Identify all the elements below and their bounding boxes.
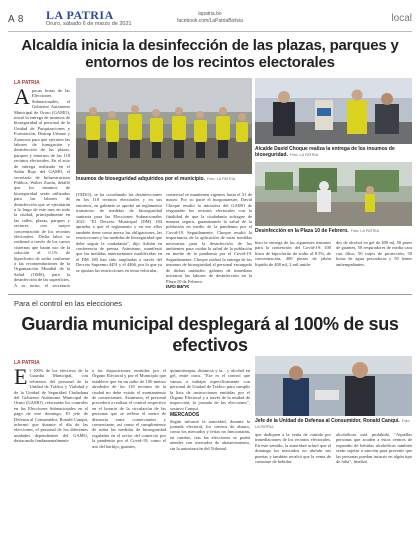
photo-alcalde: [255, 78, 412, 144]
story1-dropcap: A: [14, 88, 30, 109]
story1-column-4: hizo la entrega de los siguientes insumos para la contención del Covid-19: 100 litros de hipoclorito de sodio al 8.5%, de concentración, 400 piezas de jabón líquido de 400 ml, 2 mil unida-: [255, 240, 331, 267]
story2-subhead-mercados: MERCADOS: [170, 412, 200, 419]
page-header: [8, 6, 412, 32]
story2-headline: Guardia municipal desplegará al 100% de sus efectivos: [21, 314, 399, 355]
photo-canqui-image: [255, 356, 412, 416]
website-link[interactable]: lapatria.bo: [198, 11, 222, 17]
story1-headline: Alcaldía inicia la desinfección de las plazas, parques y entornos de los recintos electorales: [21, 37, 399, 72]
story2-column-2: a las disposiciones emitidas por el Órgano Electoral y por el Municipio que establece que en un radio de 100 metros alrededor de los 118 recintos de la ciudad no debe existir el asentamiento de comerciantes. Asimismo, el personal procederá a realizar el control respectivo en el horario de la circulación de las personas que se reflexe el metro de distancia entre comerciantes y comerciante, así como el cumplimiento de todas las medidas de bioseguridad reguladas en el sector del comercio por la pandemia por el Covid-19, como el uso del barbijo, guantes,: [92, 368, 166, 449]
photo-canqui-caption: Jefe de la Unidad de Defensa al Consumidor, Ronald Canqui. Foto: LA PATRIA: [255, 418, 411, 429]
section-label: local: [391, 13, 412, 24]
photo-alcalde-caption: Alcalde David Choque realiza la entrega de los insumos de bioseguridad. Foto: LA PATRIA: [255, 146, 395, 158]
dateline: Oruro, sábado 6 de marzo de 2021: [46, 21, 132, 27]
photo-insumos-image: [76, 78, 252, 174]
facebook-link[interactable]: facebook.com/LaPatriaBolivia: [177, 18, 243, 24]
photo-plaza: [255, 162, 412, 226]
story2-column-3: quimioterapia, distancia y la... y alcohol en gel, entre otros. "Ese es el control que vamos a trabajar específicamente con personal de Unidad de Tráfico para cumplir la lista de instrucciones emitidas por el Órgano Electoral y a través de la unidad de inspección, la jornada de las elecciones", sostuvo Canqui. MERCADOS Según informó la autoridad, durante la jornada electoral, los centros de abasto, como los mercados y ferias no funcionarán, en cambio, tras las elecciones se podrá atender con mercados de abastecimiento, sin la autorización del Tribunal.: [170, 368, 250, 451]
story2-column-5: alcohólicas está prohibida. "Aquellas personas que acuden a estos centros de expendio de bebidas alcohólicas también serán sujetas a sanción para prevenir que las personas puedan incurrir en algún tipo de falta", finalizó.: [336, 432, 412, 465]
story2-dropcap: E: [14, 368, 28, 389]
story1-column-2: (TEDO), se ha coordinado las desinfecciones en los 118 recintos electorales y en sus entornos, en gabinete se aprobó un reglamento transitorio de medidas de bioseguridad sanitaria para las Elecciones Subnacionales 2021. "El Decreto Municipal (DM) 184 aprueba a que el reglamento y en ese ellos también tiene como anexo las obligaciones, las restricciones y las medidas de bioseguridad que debe seguir la ciudadanía", dijo Adrián en conferencia de prensa. Asimismo, manifestó que las medidas anteriormente establecidas en el DM 180 han sido ampliadas a través del Decreto Supremo 4451 y el 4466, por lo que ya se ajustan las restricciones en tema vehicular,: [76, 192, 162, 273]
photo-alcalde-image: [255, 78, 412, 144]
story2-kicker: Para el control en las elecciones: [14, 299, 122, 308]
story1-column-1: Apocas horas de las Elecciones Subnacionales, el Gobierno Autónomo Municipal de Oruro (GAMO), inició la entrega de insumos de bioseguridad al personal de la Unidad de Parquizaciones y Forestación, Distrap Urbano y Zoonosis para que ejecuten las labores de fumigación y desinfección de las plazas, parques y entornos de los 118 recintos electorales. En el acto de entrega realizado en el Salón Rojo del GAMO, el secretario de Infraestructura Pública, Walter Zurita, detalló que los insumos de bioseguridad serán utilizados para las labores de desinfección que se ejecutarán a lo largo de este mes en todo la ciudad, principalmente en las calles, plazas, parques y sectores con mayor concentración de los recintos electorales. Dicha labor se realizará a través de los carros cisternas que harán uso de la solución al 0.1% de hipoclorito de sodio conforme a las recomendaciones de la Organización Mundial de la Salud (OMS), para la desinfección de las superficies. A su turno, el secretario: [14, 88, 70, 288]
photo-insumos-caption: Insumos de bioseguridad adquiridos por el municipio. Foto: LA PATRIA: [76, 176, 236, 182]
photo-plaza-image: [255, 162, 412, 226]
page-number: A 8: [8, 14, 24, 25]
story2-column-4: que dediquen a la venta de comida por inmediaciones de los recintos electorales. En este sentido, la autoridad aclaró que el domingo los mercados no abrirán sus puertas y también recalcó que la venta de consumo de bebidas: [255, 432, 331, 465]
story1-column-3: comercial se mantienen vigentes hasta el 31 de marzo. Por su parte el burgomaestre, David Choque resaltó la iniciativa del GAMO de resguardar los recintos electorales con la finalidad de que la ciudadanía sufrague de manera segura, garantizando la salud de la población en medio de la pandemia por el Covid-19. Seguidamente, Choque resaltó la importancia de la aplicación de estas medidas necesarias para la desinfección de los ambientes para cuidar la salud de la población en medio de la pandemia por el Covid-19. Seguidamente, Choque realizó la entrega de los insumos de bioseguridad al personal encargado de dichas unidades: galones de inmediato iniciaron las labores de desinfección en la Plaza 10 de Febrero. INSUMOS: [166, 192, 252, 288]
photo-insumos: [76, 78, 252, 174]
social-links: [160, 11, 260, 25]
story-divider: [8, 294, 412, 295]
masthead-logo: LA PATRIA: [46, 8, 114, 22]
story2-byline: LA PATRIA: [14, 360, 40, 366]
story1-column-5: des de alcohol en gel de 400 ml, 50 pares de guantes, 50 respiradores de media cara con filtro, 50 trajes de protección, 50 botas de agua pescadoras y 50 lentes antiempañantes.: [336, 240, 412, 267]
story1-byline: LA PATRIA: [14, 80, 40, 86]
story1-subhead-insumos: INSUMOS: [166, 284, 190, 288]
photo-canqui: [255, 356, 412, 416]
story2-column-1: El 100% de los efectivos de la Guardia Municipal, con refuerzos del personal de la Unidad de Tráfico y Vialidad y de la Unidad de Seguridad Ciudadana del Gobierno Autónomo Municipal de Oruro (GAMO), reforzarán los controles en las Elecciones Subnacionales en el pago de este domingo. El jefe de Defensa al Consumidor, Ronald Canqui, informó que durante el día de las elecciones, el personal de los diferentes unidades dependientes del GAMO, destacando fundamentalmente: [14, 368, 88, 444]
photo-plaza-caption: Desinfección en la Plaza 10 de Febrero. Foto: LA PATRIA: [255, 228, 380, 234]
